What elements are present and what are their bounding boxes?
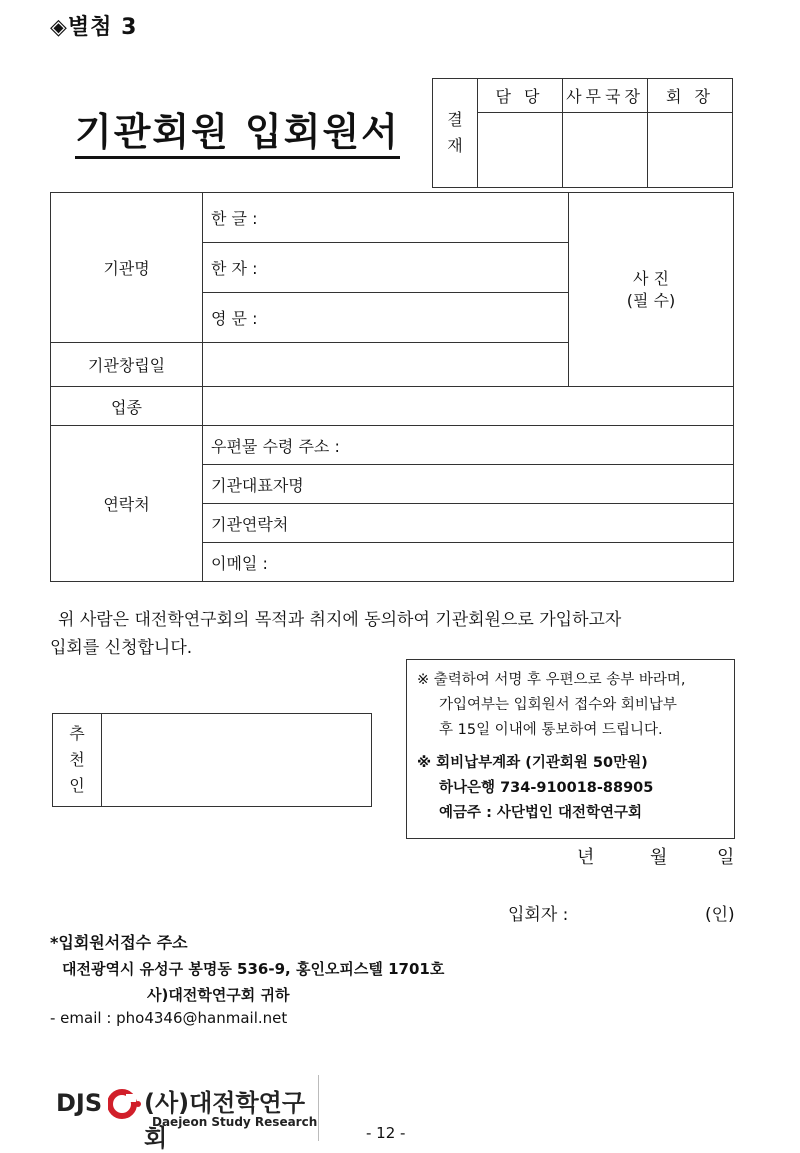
industry-label: 업종 [111, 397, 142, 417]
recommender-box [52, 713, 372, 807]
statement-line-2: 입회를 신청합니다. [50, 638, 193, 658]
logo-english-name: Daejeon Study Research [152, 1115, 318, 1129]
recommender-char-2: 천 [69, 750, 85, 769]
statement-line-1: 위 사람은 대전학연구회의 목적과 취지에 동의하여 기관회원으로 가입하고자 [58, 610, 622, 630]
approval-header-staff: 담 당 [477, 79, 562, 113]
founded-date-label: 기관창립일 [87, 356, 166, 375]
contact-label: 연락처 [103, 495, 150, 514]
date-day: 일 [717, 847, 735, 868]
application-statement [50, 606, 740, 662]
recommender-char-3: 인 [69, 776, 85, 795]
recommender-char-1: 추 [69, 724, 85, 743]
approval-col-staff [477, 79, 563, 187]
submission-email: - email : pho4346@hanmail.net [50, 1009, 288, 1027]
submission-address-line-2: 사)대전학연구회 귀하 [147, 986, 290, 1004]
photo-required-label: (필 수) [626, 290, 676, 310]
industry-field[interactable] [203, 387, 733, 425]
approval-col-secretary [563, 79, 648, 187]
org-name-label: 기관명 [103, 259, 150, 278]
approval-label-top: 결 [447, 110, 463, 129]
approval-box [432, 78, 733, 188]
email-field[interactable]: 이메일 : [211, 553, 268, 573]
submission-address-line-1: 대전광역시 유성구 봉명동 536-9, 홍인오피스텔 1701호 [62, 960, 445, 978]
photo-box[interactable] [569, 193, 733, 386]
approval-header-president: 회 장 [648, 79, 732, 113]
date-month: 월 [650, 847, 668, 868]
notice-line-1: ※ 출력하여 서명 후 우편으로 송부 바라며, [417, 672, 686, 688]
approval-header-secretary: 사무국장 [563, 79, 647, 113]
approval-label-bottom: 재 [447, 136, 463, 155]
founded-date-field[interactable] [203, 343, 568, 386]
date-year: 년 [577, 847, 595, 868]
notice-box [406, 659, 735, 839]
org-name-korean-field[interactable]: 한 글 : [211, 209, 258, 228]
org-name-hanja-field[interactable]: 한 자 : [211, 259, 258, 278]
logo-org-name: (사)대전학연구회 [144, 1089, 306, 1152]
page-number: - 12 - [366, 1124, 406, 1142]
applicant-seal: (인) [705, 905, 735, 925]
organization-logo [52, 1075, 319, 1152]
approval-label [433, 79, 478, 187]
applicant-label: 입회자 : [508, 905, 569, 925]
photo-label: 사 진 [633, 268, 669, 288]
submission-address-title: *입회원서접수 주소 [50, 933, 188, 952]
application-form-table [50, 192, 734, 582]
bank-account: 하나은행 734-910018-88905 [439, 780, 654, 796]
form-title: 기관회원 입회원서 [75, 110, 400, 159]
representative-field[interactable]: 기관대표자명 [211, 475, 304, 495]
recommender-field[interactable] [102, 714, 371, 806]
org-name-english-field[interactable]: 영 문 : [211, 309, 258, 328]
notice-line-2: 가입여부는 입회원서 접수와 회비납부 [439, 697, 677, 713]
mail-address-field[interactable]: 우편물 수령 주소 : [211, 436, 340, 456]
notice-line-3: 후 15일 이내에 통보하여 드립니다. [439, 722, 663, 738]
approval-col-president [648, 79, 732, 187]
attachment-label: ◈별첨 3 [50, 15, 138, 40]
org-phone-field[interactable]: 기관연락처 [211, 514, 289, 534]
logo-emblem-icon [108, 1089, 142, 1119]
recommender-label [53, 714, 102, 806]
fee-account-title: ※ 회비납부계좌 (기관회원 50만원) [417, 755, 648, 771]
logo-abbr: DJS [56, 1089, 103, 1117]
account-holder: 예금주 : 사단법인 대전학연구회 [439, 805, 643, 821]
